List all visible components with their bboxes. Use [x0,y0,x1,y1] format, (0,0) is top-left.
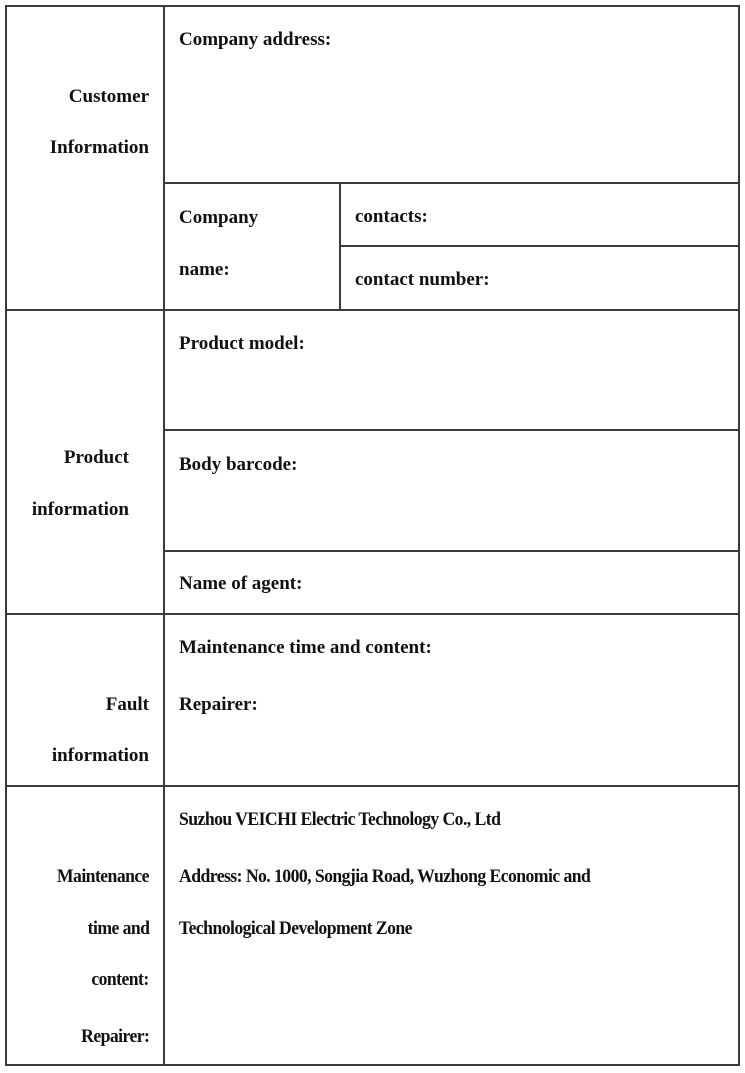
row-divider [339,245,740,247]
row-divider [163,182,740,184]
contact-number-field[interactable]: contact number: [355,269,490,290]
section-divider [5,613,740,615]
section-label-maintenance: Repairer: [80,1026,149,1047]
section-divider [5,785,740,787]
company-name-field[interactable]: name: [179,259,230,280]
repairer-field[interactable]: Repairer: [179,694,258,715]
service-address-line: Technological Development Zone [179,918,412,939]
section-label-fault: Fault [105,694,149,715]
maintenance-time-content-field[interactable]: Maintenance time and content: [179,637,432,658]
section-label-customer: Customer [68,86,149,107]
company-name-field[interactable]: Company [179,207,259,228]
section-label-maintenance: Maintenance [56,866,149,887]
service-address-line: Address: No. 1000, Songjia Road, Wuzhong Economic and [179,866,591,887]
column-divider-label [163,5,165,1066]
body-barcode-field[interactable]: Body barcode: [179,454,298,475]
row-divider [163,429,740,431]
row-divider [163,550,740,552]
company-address-field[interactable]: Company address: [179,29,332,50]
section-label-product: information [31,499,129,520]
section-label-maintenance: content: [91,969,149,990]
section-label-maintenance: time and [87,918,149,939]
section-label-product: Product [63,447,129,468]
service-company-name: Suzhou VEICHI Electric Technology Co., Ltd [179,809,501,830]
contacts-field[interactable]: contacts: [355,206,428,227]
agent-name-field[interactable]: Name of agent: [179,573,303,594]
product-model-field[interactable]: Product model: [179,333,305,354]
section-label-customer: Information [49,137,149,158]
maintenance-form-table [5,5,740,1066]
section-label-fault: information [51,745,149,766]
section-divider [5,309,740,311]
